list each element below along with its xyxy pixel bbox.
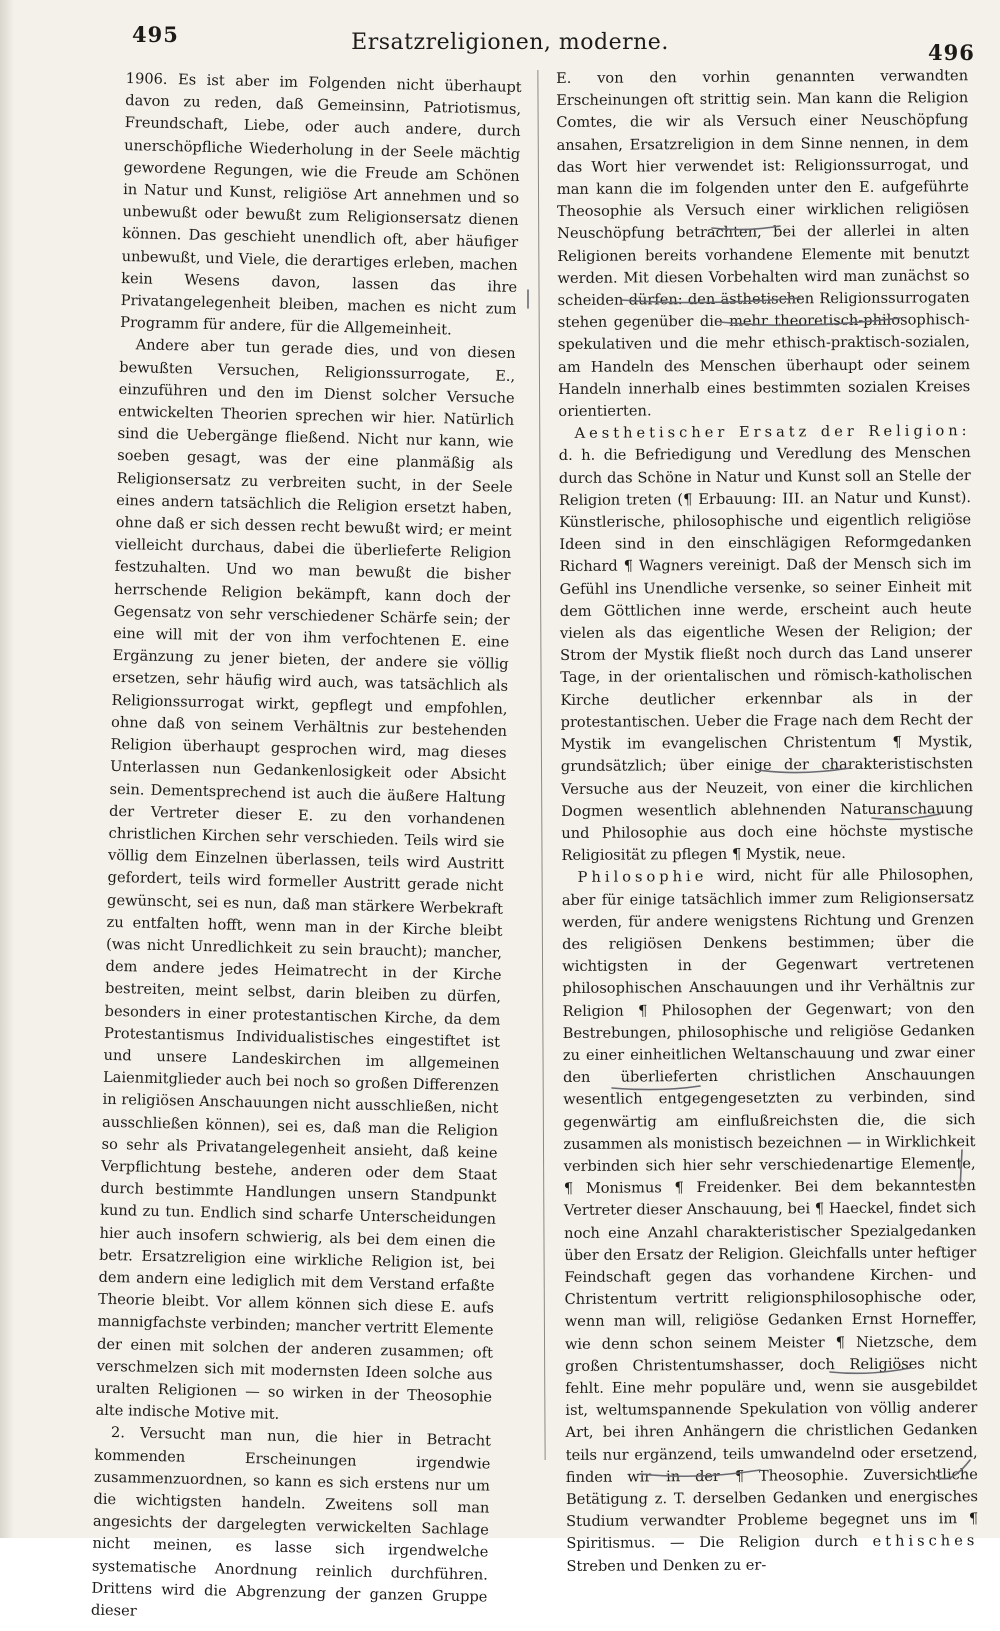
column-divider — [537, 70, 545, 1460]
right-paragraph-1: E. von den vorhin genannten verwandten Erscheinungen oft strittig sein. Man kann die Religion Comtes, die wir als Versuch einer Neuschöpfung ansahen, Ersatzreligion in dem Sinne nennen, in dem das Wort hier verwendet ist: Religionssurrogat, und man kann die im folgenden unter den E. aufgeführte Theosophie als Versuch einer wirklichen religiösen Neuschöpfung betrachten, bei der allerlei in alten Religionen bereits vorhandene Elemente mit benutzt werden. Mit diesen Vorbehalten wird man zunächst so scheiden dürfen: den ästhetischen Religionssurrogaten stehen gegenüber die mehr theoretisch-philosophisch-spekulativen und die mehr ethisch-praktisch-sozialen, am Handeln des Menschen überhaupt oder seinem Handeln innerhalb eines bestimmten sozialen Kreises orientierten. — [556, 67, 971, 421]
right-paragraph-2-body: d. h. die Befriedigung und Veredlung des Menschen durch das Schöne in Natur und Kunst soll an Stelle der Religion treten (¶ Erbauung: III. an Natur und Kunst). Künstlerische, philosophische und eigentlich religiöse Ideen sind in den einschlägigen Reformgedanken Richard ¶ Wagners vereinigt. Daß der Mensch sich im Gefühl ins Unendliche versenke, so seiner Einheit mit dem Göttlichen inne werde, erscheint auch heute vielen als das eigentliche Wesen der Religion; der Strom der Mystik fließt noch durch das Land unserer Tage, in der orientalischen und römisch-katholischen Kirche deutlicher erkennbar als in der protestantischen. Ueber die Frage nach dem Recht der Mystik im evangelischen Christentum ¶ Mystik, grundsätzlich; über einige der charakteristischsten Versuche aus der Neuzeit, von einer die kirchlichen Dogmen wesentlich ablehnenden Naturanschauung und Philosophie aus doch eine höchste mystische Religiosität zu pflegen ¶ Mystik, neue. — [558, 444, 974, 865]
running-title: Ersatzreligionen, moderne. — [351, 30, 669, 55]
spaced-word-ethisches: ethisches — [872, 1532, 979, 1551]
right-paragraph-2 — [558, 420, 973, 867]
right-column — [556, 65, 979, 1578]
right-paragraph-3 — [562, 864, 979, 1577]
page-number-right: 496 — [928, 40, 975, 65]
right-paragraph-3-tail: Streben und Denken zu er- — [566, 1556, 767, 1575]
right-paragraph-3-body: wird, nicht für alle Philosophen, aber für einige tatsächlich immer zum Religionsersatz werden, für andere wenigstens Richtung und Grenzen des religiösen Denkens bestimmen; über die wichtigsten in der Gegenwart vertretenen philosophischen Anschauungen und ihr Verhältnis zur Religion ¶ Philosophen der Gegenwart; von den Bestrebungen, philosophische und religiöse Gedanken zu einer einheitlichen Weltanschauung und zwar einer den überlieferten christlichen Anschauungen wesentlich entgegengesetzten zu verbinden, sind gegenwärtig am einflußreichsten die, die sich zusammen als monistisch bezeichnen — in Wirklichkeit verbinden sich hier sehr verschiedenartige Elemente, ¶ Monismus ¶ Freidenker. Bei dem bekanntesten Vertreter dieser Anschauung, bei ¶ Haeckel, findet sich noch eine Anzahl charakteristischer Spezialgedanken über den Ersatz der Religion. Gleichfalls unter heftiger Feindschaft gegen das vorhandene Kirchen- und Christentum vertritt religionsphilosophische oder, wenn man will, religiöse Gedanken Ernst Horneffer, wie denn schon seinem Meister ¶ Nietzsche, dem großen Christentumshasser, doch Religiöses nicht fehlt. Eine mehr populäre und, wenn sie ausgebildet ist, weltumspannende Spekulation von völlig anderer Art, bei ihren Anhängern die christlichen Gedanken teils nur ergänzend, teils umwandelnd oder ersetzend, finden wir in der ¶ Theosophie. Zuversichtliche Betätigung z. T. derselben Gedanken und energisches Studium verwandter Probleme begegnet uns im ¶ Spiritismus. — Die Religion durch — [561, 866, 979, 1553]
page-number-left: 495 — [132, 22, 179, 47]
page-edge-shadow — [0, 0, 14, 1538]
left-paragraph-3: 2. Versucht man nun, die hier in Betracht kommenden Erscheinungen irgendwie zusammenzuordnen, so kann es sich erstens nur um die wichtigsten handeln. Zweitens soll man angesichts der dargelegten verwickelten Sachlage nicht meinen, es lasse sich irgendwelche systematische Anordnung reinlich durchführen. Drittens wird die Abgrenzung der ganzen Gruppe dieser — [90, 1424, 492, 1620]
left-paragraph-1: 1906. Es ist aber im Folgenden nicht überhaupt davon zu reden, daß Gemeinsinn, Patriotismus, Freundschaft, Liebe, oder auch andere, durch unerschöpfliche Wiederholung in der Seele mächtig gewordene Regungen, wie die Freude am Schönen in Natur und Kunst, religiöse Art annehmen und so unbewußt oder bewußt zum Religionsersatz dienen können. Das geschieht unendlich oft, aber häufiger unbewußt, und Viele, die derartiges erleben, machen kein Wesens davon, lassen das ihre Privatangelegenheit bleiben, machen es nicht zum Programm für andere, für die Allgemeinheit. — [120, 69, 522, 339]
page-header — [0, 0, 1000, 70]
section-heading-philosophy: Philosophie — [577, 868, 708, 887]
section-heading-aesthetic: Aesthetischer Ersatz der Religion: — [574, 422, 971, 443]
left-paragraph-2: Andere aber tun gerade dies, und von diesen bewußten Versuchen, Religionssurrogate, E., einzuführen und den im Dienst solcher Versuche entwickelten Theorien sprechen wir hier. Natürlich sind die Uebergänge fließend. Nicht nur kann, wie soeben gesagt, was der eine planmäßig als Religionsersatz zu verbreiten sucht, in der Seele eines andern tatsächlich die Religion ersetzt haben, ohne daß er sich dessen recht bewußt wird; er meint vielleicht durchaus, dabei die überlieferte Religion festzuhalten. Und wo man bewußt die bisher herrschende Religion bekämpft, kann doch der Gegensatz von sehr verschiedener Schärfe sein; der eine will mit der von ihm verfochtenen E. eine Ergänzung zu jener bieten, der andere sie völlig ersetzen, sehr häufig wird auch, was tatsächlich als Religionssurrogat wirkt, gepflegt und empfohlen, ohne daß von seinem Verhältnis zur bestehenden Religion überhaupt gesprochen wird, mag dieses Unterlassen nun Gedankenlosigkeit oder Absicht sein. Dementsprechend ist auch die äußere Haltung der Vertreter dieser E. zu den vorhandenen christlichen Kirchen sehr verschieden. Teils wird sie völlig dem Einzelnen überlassen, teils wird Austritt gefordert, teils wird formeller Austritt gerade nicht gewünscht, sei es nun, daß man stärkere Werbekraft zu entfalten hofft, wenn man in der Kirche bleibt (was nicht Unredlichkeit zu sein braucht); mancher, dem andere jedes Heimatrecht in der Kirche bestreiten, meint selbst, darin bleiben zu dürfen, besonders in einer protestantischen Kirche, da dem Protestantismus Individualistisches eingestiftet ist und unsere Landeskirchen im allgemeinen Laienmitglieder auch bei noch so großen Differenzen in religiösen Anschauungen nicht ausschließen, nicht ausschließen können), sei es, daß man die Religion so sehr als Privatangelegenheit ansieht, daß keine Verpflichtung bestehe, anderen oder dem Staat durch bestimmte Handlungen unsern Standpunkt kund zu tun. Endlich sind scharfe Unterscheidungen hier auch insofern schwierig, als bei dem einen die betr. Ersatzreligion eine wirkliche Religion ist, bei dem andern eine lediglich mit dem Verstand erfaßte Theorie bleibt. Vor allem können sich diese E. aufs mannigfachste verbinden; mancher vertritt Elemente der einen mit solchen der anderen zusammen; oft verschmelzen sich mit modernsten Ideen solche aus uralten Religionen — so wirken in der Theosophie alte indische Motive mit. — [95, 336, 516, 1424]
left-column — [91, 68, 522, 1631]
